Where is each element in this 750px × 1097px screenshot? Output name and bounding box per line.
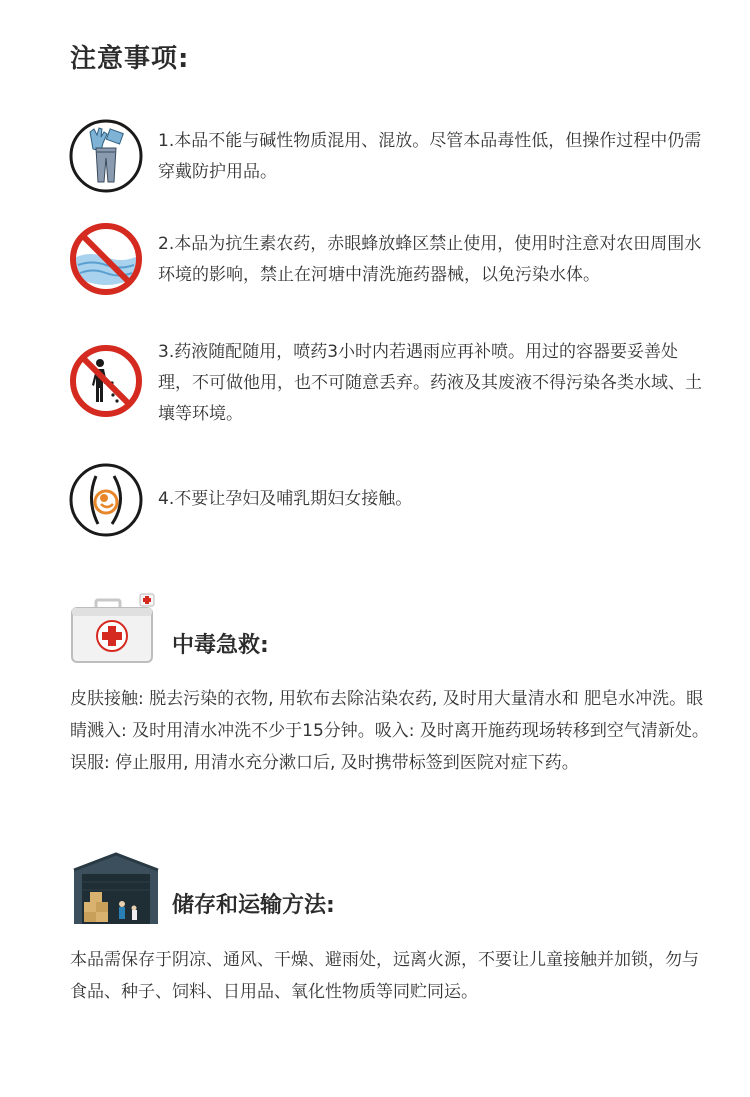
first-aid-title: 中毒急救: [172, 633, 269, 658]
no-water-pollution-icon [68, 221, 144, 297]
notice-text-2: 2.本品为抗生素农药，赤眼蜂放蜂区禁止使用，使用时注意对农田周围水环境的影响，禁止在河塘中清洗施药器械，以免污染水体。 [158, 234, 702, 285]
no-littering-icon [68, 343, 144, 419]
storage-title: 储存和运输方法: [172, 893, 335, 918]
first-aid-header [70, 592, 370, 672]
page-title: 注意事项: [70, 44, 190, 74]
notice-text-1: 1.本品不能与碱性物质混用、混放。尽管本品毒性低，但操作过程中仍需穿戴防护用品。 [158, 131, 702, 182]
notice-text-3: 3.药液随配随用，喷药3小时内若遇雨应再补喷。用过的容器要妥善处理，不可做他用，也不可随意丢弃。药液及其废液不得污染各类水域、土壤等环境。 [158, 342, 702, 424]
notice-item-4 [68, 462, 708, 542]
storage-header [70, 850, 390, 930]
notice-item-1 [68, 118, 708, 198]
warehouse-icon [70, 850, 162, 930]
notice-item-2 [68, 221, 708, 301]
storage-text: 本品需保存于阴凉、通风、干燥、避雨处，远离火源，不要让儿童接触并加锁，勿与食品、种子、饲料、日用品、氧化性物质等同贮同运。 [70, 950, 699, 1002]
first-aid-text: 皮肤接触: 脱去污染的衣物, 用软布去除沾染农药, 及时用大量清水和 肥皂水冲洗。眼睛溅入: 及时用清水冲洗不少于15分钟。吸入: 及时离开施药现场转移到空气清新处。误服: 停止服用, 用清水充分漱口后, 及时携带标签到医院对症下药。 [70, 689, 709, 773]
protective-gear-icon [68, 118, 144, 194]
notice-text-4: 4.不要让孕妇及哺乳期妇女接触。 [158, 489, 413, 509]
pregnant-woman-icon [68, 462, 144, 538]
notice-item-3 [68, 343, 708, 423]
first-aid-kit-icon [70, 592, 166, 672]
